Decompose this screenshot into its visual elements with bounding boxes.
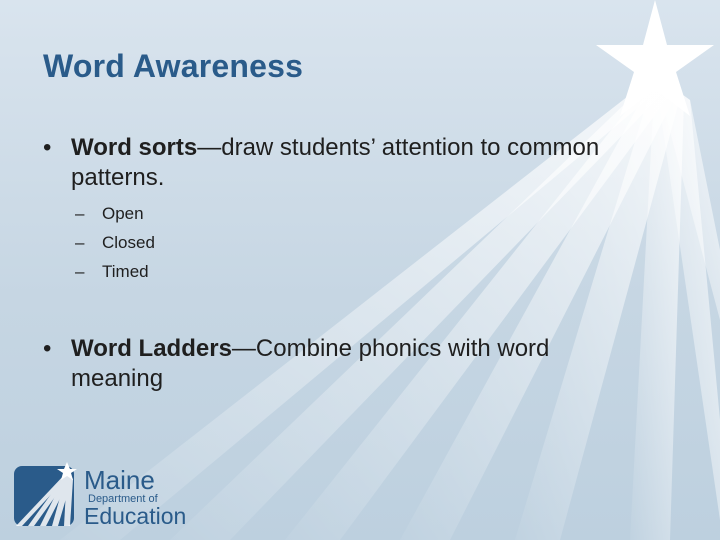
sub-item-marker: –: [75, 262, 85, 281]
sub-item-timed: [75, 262, 149, 282]
bullet-term: Word sorts: [71, 134, 198, 161]
logo-text-maine: Maine: [84, 465, 155, 495]
bullet-word-sorts: [43, 133, 643, 193]
maine-doe-logo-mark: [12, 462, 78, 528]
bullet-description: —draw students’ attention to common patterns.: [71, 134, 600, 191]
logo-text-department: Department of: [88, 493, 158, 505]
sub-item-label: Timed: [102, 262, 149, 281]
maine-doe-logo: [12, 462, 202, 532]
bullet-term: Word Ladders: [71, 335, 232, 362]
logo-text-education: Education: [84, 503, 187, 529]
bullet-text: [71, 334, 643, 394]
bullet-marker: •: [43, 134, 52, 161]
bullet-text: [71, 133, 643, 193]
sub-item-open: [75, 204, 144, 224]
sub-item-label: Open: [102, 204, 144, 223]
sub-item-marker: –: [75, 204, 85, 223]
sub-item-closed: [75, 233, 155, 253]
bullet-word-ladders: [43, 334, 643, 394]
bullet-marker: •: [43, 335, 52, 362]
sub-item-label: Closed: [102, 233, 155, 252]
slide-title: Word Awareness: [43, 48, 304, 84]
sub-item-marker: –: [75, 233, 85, 252]
bullet-description: —Combine phonics with word meaning: [71, 335, 550, 392]
